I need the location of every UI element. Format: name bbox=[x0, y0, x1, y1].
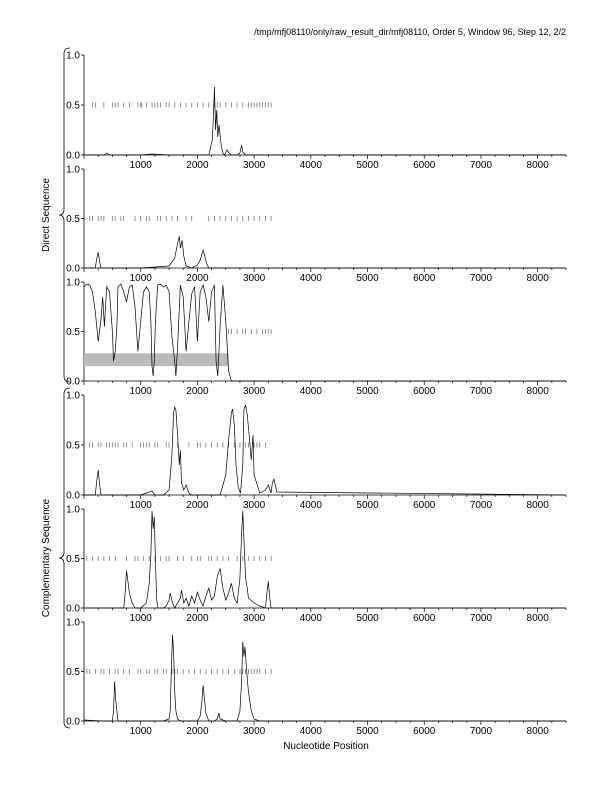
y-tick-label: 1.0 bbox=[66, 164, 80, 176]
panel-1 bbox=[66, 51, 566, 172]
x-tick-label: 2000 bbox=[186, 160, 209, 171]
series-line bbox=[84, 511, 566, 608]
x-tick-label: 8000 bbox=[526, 273, 549, 284]
x-tick-label: 7000 bbox=[469, 160, 493, 171]
x-tick-label: 3000 bbox=[242, 160, 266, 171]
x-tick-label: 6000 bbox=[413, 500, 436, 511]
x-tick-label: 3000 bbox=[242, 273, 266, 284]
x-tick-label: 5000 bbox=[356, 160, 379, 171]
x-tick-label: 7000 bbox=[469, 613, 493, 624]
y-tick-label: 0.5 bbox=[66, 667, 80, 678]
x-tick-label: 7000 bbox=[469, 500, 493, 511]
series-line bbox=[84, 405, 566, 495]
x-axis-title: Nucleotide Position bbox=[283, 741, 369, 752]
x-tick-label: 2000 bbox=[186, 613, 209, 624]
shaded-region bbox=[84, 353, 229, 366]
x-tick-label: 3000 bbox=[242, 500, 266, 511]
y-tick-label: 0.5 bbox=[66, 440, 80, 452]
x-tick-label: 4000 bbox=[299, 726, 322, 737]
y-tick-label: 0.0 bbox=[66, 490, 80, 502]
y-tick-label: 1.0 bbox=[66, 277, 80, 289]
x-tick-label: 2000 bbox=[186, 726, 209, 737]
x-tick-label: 7000 bbox=[469, 273, 493, 284]
y-tick-label: 1.0 bbox=[66, 390, 80, 402]
x-tick-label: 1000 bbox=[129, 726, 152, 737]
x-tick-label: 7000 bbox=[469, 726, 493, 737]
x-tick-label: 8000 bbox=[526, 726, 549, 737]
series-line bbox=[84, 236, 566, 268]
x-tick-label: 1000 bbox=[129, 386, 152, 397]
panel-6 bbox=[66, 618, 566, 738]
y-tick-label: 0.0 bbox=[66, 603, 80, 615]
x-tick-label: 2000 bbox=[186, 273, 209, 284]
x-tick-label: 6000 bbox=[413, 613, 436, 624]
x-tick-label: 3000 bbox=[242, 613, 266, 624]
series-line bbox=[84, 284, 566, 381]
direct-sequence-label: Direct Sequence bbox=[41, 178, 52, 252]
x-tick-label: 3000 bbox=[242, 386, 266, 397]
y-tick-label: 0.0 bbox=[66, 263, 80, 275]
x-tick-label: 8000 bbox=[526, 160, 549, 171]
y-tick-label: 0.5 bbox=[66, 327, 80, 338]
x-tick-label: 5000 bbox=[356, 613, 379, 624]
x-tick-label: 6000 bbox=[413, 386, 436, 397]
panel-2 bbox=[66, 165, 566, 285]
panel-4 bbox=[66, 391, 566, 512]
x-tick-label: 3000 bbox=[242, 726, 266, 737]
series-line bbox=[84, 87, 566, 155]
x-tick-label: 1000 bbox=[129, 160, 152, 171]
panel-3 bbox=[66, 278, 566, 398]
x-tick-label: 4000 bbox=[299, 386, 322, 397]
x-tick-label: 2000 bbox=[186, 386, 209, 397]
complementary-sequence-label: Complementary Sequence bbox=[41, 498, 52, 618]
x-tick-label: 4000 bbox=[299, 273, 322, 284]
x-tick-label: 1000 bbox=[129, 613, 152, 624]
group-labels bbox=[41, 178, 52, 618]
chart-header: /tmp/mfj08110/only/raw_result_dir/mfj08110, Order 5, Window 96, Step 12, 2/2 bbox=[254, 27, 566, 37]
x-tick-label: 6000 bbox=[413, 726, 436, 737]
x-tick-label: 8000 bbox=[526, 500, 549, 511]
x-tick-label: 1000 bbox=[129, 500, 152, 511]
x-tick-label: 4000 bbox=[299, 500, 322, 511]
series-line bbox=[84, 635, 566, 721]
x-tick-label: 5000 bbox=[356, 500, 379, 511]
x-tick-label: 1000 bbox=[129, 273, 152, 284]
y-tick-label: 1.0 bbox=[66, 617, 80, 629]
x-tick-label: 4000 bbox=[299, 613, 322, 624]
x-tick-label: 8000 bbox=[526, 386, 549, 397]
x-tick-label: 5000 bbox=[356, 273, 379, 284]
y-tick-label: 0.0 bbox=[66, 376, 80, 388]
panel-5 bbox=[66, 505, 566, 625]
x-tick-label: 6000 bbox=[413, 273, 436, 284]
y-tick-label: 0.5 bbox=[66, 100, 80, 112]
y-tick-label: 1.0 bbox=[66, 504, 80, 516]
y-tick-label: 0.0 bbox=[66, 716, 80, 728]
x-tick-label: 5000 bbox=[356, 386, 379, 397]
y-tick-label: 1.0 bbox=[66, 50, 80, 62]
x-tick-label: 5000 bbox=[356, 726, 379, 737]
x-tick-label: 7000 bbox=[469, 386, 493, 397]
panels bbox=[66, 51, 566, 738]
y-tick-label: 0.5 bbox=[66, 554, 80, 565]
x-tick-label: 8000 bbox=[526, 613, 549, 624]
x-tick-label: 2000 bbox=[186, 500, 209, 511]
y-tick-label: 0.0 bbox=[66, 150, 80, 162]
x-tick-label: 6000 bbox=[413, 160, 436, 171]
y-tick-label: 0.5 bbox=[66, 214, 80, 225]
x-tick-label: 4000 bbox=[299, 160, 322, 171]
